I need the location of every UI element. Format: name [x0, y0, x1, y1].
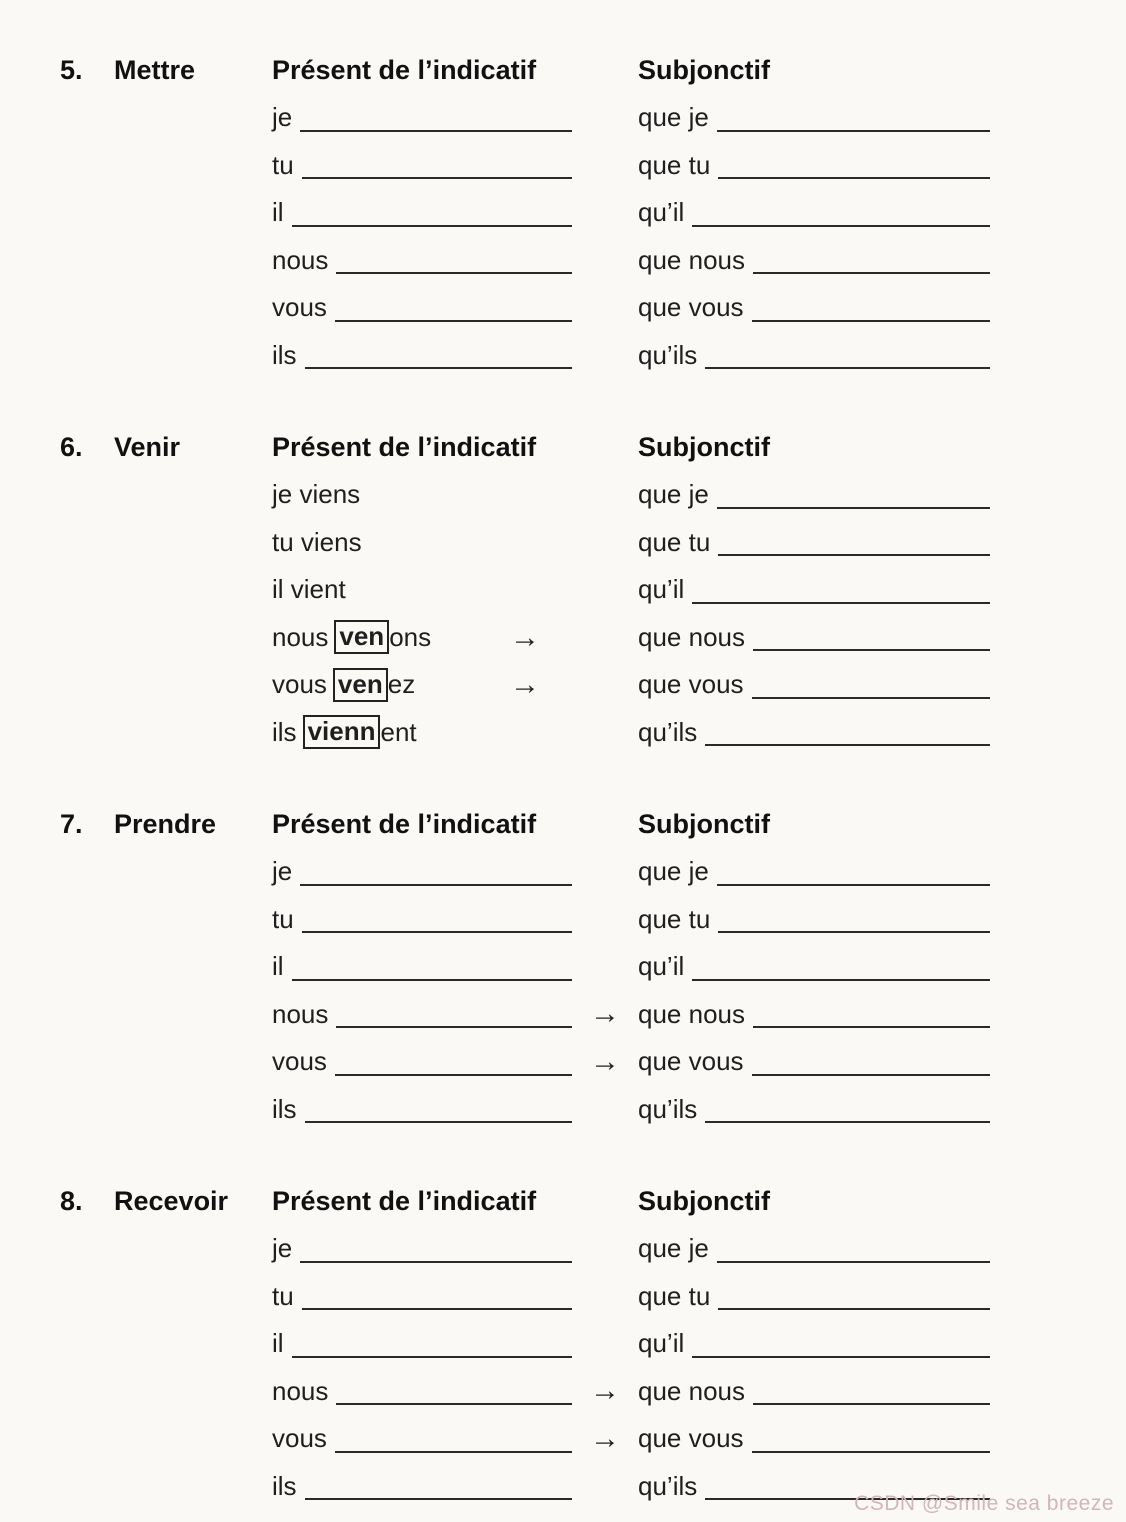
conjugation-row [272, 284, 1126, 332]
subjunctive-label: que vous [638, 669, 744, 700]
subjunctive-label: qu’ils [638, 1093, 698, 1124]
subjunctive-cell [638, 197, 990, 228]
subjunctive-label: que tu [638, 903, 711, 934]
blank-line [705, 1095, 990, 1123]
pronoun-label: ent [380, 716, 417, 747]
subjunctive-cell [638, 245, 990, 276]
section-header-row [0, 46, 1126, 94]
conjugation-row [272, 237, 1126, 285]
subjunctive-cell [638, 856, 990, 887]
section-header-row [0, 800, 1126, 848]
section-number: 7. [60, 809, 83, 839]
blank-line [752, 294, 990, 322]
subjunctive-label: qu’il [638, 197, 685, 228]
subjunctive-cell [638, 999, 990, 1030]
arrow-icon: → [510, 668, 540, 701]
subjunctive-cell [638, 717, 990, 748]
blank-line [292, 1330, 572, 1358]
conjugation-row [272, 614, 1126, 662]
indicative-cell [272, 904, 572, 935]
indicative-cell [272, 1281, 572, 1312]
blank-line [692, 1330, 990, 1358]
pronoun-label: nous [272, 1375, 329, 1406]
subjunctive-cell [638, 1376, 990, 1407]
subjunctive-label: que vous [638, 292, 744, 323]
indicative-cell [272, 1471, 572, 1502]
conjugation-row [272, 1320, 1126, 1368]
subjunctive-cell [638, 527, 990, 558]
watermark: CSDN @Smile sea breeze [854, 1492, 1114, 1515]
pronoun-label: ons [389, 621, 432, 652]
subjunctive-label: que je [638, 1233, 709, 1264]
indicative-cell [272, 1046, 572, 1077]
subjunctive-cell [638, 479, 990, 510]
subjunctive-cell [638, 1094, 990, 1125]
blank-line [752, 671, 990, 699]
subjunctive-cell [638, 150, 990, 181]
conjugation-row [272, 519, 1126, 567]
right-column-header: Subjonctif [638, 432, 770, 462]
subjunctive-cell [638, 340, 990, 371]
conjugation-row [272, 943, 1126, 991]
arrow-icon: → [510, 620, 540, 654]
conjugation-row [272, 848, 1126, 896]
indicative-cell [272, 340, 572, 371]
pronoun-label: vous [272, 669, 327, 700]
indicative-cell [272, 1376, 572, 1407]
section-number: 6. [60, 432, 83, 462]
pronoun-label: tu [272, 149, 294, 180]
blank-line [305, 1472, 572, 1500]
pronoun-label: tu viens [272, 526, 362, 557]
right-column-header: Subjonctif [638, 55, 770, 85]
pronoun-label: ils [272, 716, 297, 747]
subjunctive-cell [638, 904, 990, 935]
arrow-cell [572, 1421, 638, 1455]
right-column-header: Subjonctif [638, 1186, 770, 1216]
pronoun-label: tu [272, 903, 294, 934]
conjugation-row [272, 566, 1126, 614]
indicative-cell [272, 245, 572, 276]
blank-line [302, 151, 572, 179]
indicative-cell [272, 479, 572, 510]
blank-line [305, 1095, 572, 1123]
indicative-cell [272, 715, 572, 749]
subjunctive-cell [638, 951, 990, 982]
blank-line [300, 1235, 572, 1263]
pronoun-label: il [272, 197, 284, 228]
pronoun-label: je [272, 856, 293, 887]
section-number: 5. [60, 55, 83, 85]
indicative-cell [272, 102, 572, 133]
blank-line [717, 481, 990, 509]
subjunctive-label: qu’il [638, 574, 685, 605]
right-column-header: Subjonctif [638, 809, 770, 839]
conjugation-row [272, 94, 1126, 142]
conjugation-row [272, 661, 1126, 709]
pronoun-label: je [272, 1233, 293, 1264]
conjugation-row [272, 471, 1126, 519]
arrow-icon: → [590, 997, 620, 1031]
arrow-icon: → [590, 1421, 620, 1455]
subjunctive-label: que tu [638, 149, 711, 180]
blank-line [717, 1235, 990, 1263]
subjunctive-label: que je [638, 479, 709, 510]
indicative-cell [272, 999, 572, 1030]
arrow-cell [572, 999, 638, 1029]
boxed-stem: ven [333, 668, 388, 702]
conjugation-row [272, 1368, 1126, 1416]
conjugation-row [272, 1273, 1126, 1321]
subjunctive-label: que vous [638, 1046, 744, 1077]
subjunctive-label: qu’ils [638, 716, 698, 747]
blank-line [717, 858, 990, 886]
pronoun-label: ils [272, 339, 297, 370]
verb-name: Prendre [114, 809, 217, 839]
conjugation-row [272, 1086, 1126, 1134]
blank-line [692, 199, 990, 227]
subjunctive-label: que je [638, 856, 709, 887]
blank-line [705, 341, 990, 369]
subjunctive-label: que nous [638, 1375, 745, 1406]
subjunctive-label: que tu [638, 526, 711, 557]
conjugation-row [272, 1225, 1126, 1273]
verb-name: Recevoir [114, 1186, 229, 1216]
conjugation-row [272, 1038, 1126, 1086]
pronoun-label: vous [272, 292, 327, 323]
blank-line [752, 1425, 990, 1453]
conjugation-row [272, 332, 1126, 380]
conjugation-row [272, 189, 1126, 237]
pronoun-label: ils [272, 1093, 297, 1124]
section-number: 8. [60, 1186, 83, 1216]
subjunctive-cell [638, 292, 990, 323]
subjunctive-label: que nous [638, 244, 745, 275]
blank-line [300, 858, 572, 886]
blank-line [753, 1377, 990, 1405]
verb-name: Venir [114, 432, 181, 462]
blank-line [336, 1377, 572, 1405]
subjunctive-label: qu’ils [638, 339, 698, 370]
pronoun-label: vous [272, 1046, 327, 1077]
blank-line [336, 246, 572, 274]
blank-line [336, 1000, 572, 1028]
subjunctive-cell [638, 1046, 990, 1077]
blank-line [335, 1425, 572, 1453]
subjunctive-label: qu’ils [638, 1470, 698, 1501]
subjunctive-cell [638, 102, 990, 133]
pronoun-label: je viens [272, 479, 361, 510]
indicative-cell [272, 1233, 572, 1264]
subjunctive-cell [638, 669, 990, 700]
left-column-header: Présent de l’indicatif [272, 1186, 537, 1216]
indicative-cell [272, 197, 572, 228]
conjugation-row [272, 709, 1126, 757]
blank-line [692, 576, 990, 604]
subjunctive-cell [638, 622, 990, 653]
pronoun-label: ez [387, 669, 416, 700]
left-column-header: Présent de l’indicatif [272, 432, 537, 462]
indicative-cell [272, 1094, 572, 1125]
blank-line [302, 905, 572, 933]
pronoun-label: nous [272, 244, 329, 275]
subjunctive-label: que je [638, 102, 709, 133]
subjunctive-label: que nous [638, 998, 745, 1029]
section-header-row [0, 423, 1126, 471]
blank-line [752, 1048, 990, 1076]
blank-line [335, 1048, 572, 1076]
conjugation-row [272, 991, 1126, 1039]
blank-line [705, 718, 990, 746]
subjunctive-cell [638, 1328, 990, 1359]
blank-line [753, 1000, 990, 1028]
subjunctive-label: que vous [638, 1423, 744, 1454]
blank-line [753, 623, 990, 651]
subjunctive-cell [638, 574, 990, 605]
pronoun-label: nous [272, 998, 329, 1029]
subjunctive-label: que tu [638, 1280, 711, 1311]
subjunctive-cell [638, 1281, 990, 1312]
blank-line [718, 151, 990, 179]
subjunctive-label: qu’il [638, 1328, 685, 1359]
blank-line [717, 104, 990, 132]
pronoun-label: tu [272, 1280, 294, 1311]
conjugation-row [272, 142, 1126, 190]
verb-section [0, 46, 1126, 379]
blank-line [718, 1282, 990, 1310]
verb-name: Mettre [114, 55, 196, 85]
left-column-header: Présent de l’indicatif [272, 809, 537, 839]
blank-line [692, 953, 990, 981]
subjunctive-cell [638, 1423, 990, 1454]
pronoun-label: nous [272, 621, 329, 652]
verb-section [0, 1177, 1126, 1510]
pronoun-label: je [272, 102, 293, 133]
blank-line [302, 1282, 572, 1310]
verb-section [0, 423, 1126, 756]
indicative-cell [272, 527, 572, 558]
arrow-icon: → [590, 1374, 620, 1408]
blank-line [300, 104, 572, 132]
blank-line [292, 199, 572, 227]
verb-section [0, 800, 1126, 1133]
indicative-cell [272, 292, 572, 323]
conjugation-row [272, 1415, 1126, 1463]
blank-line [718, 528, 990, 556]
arrow-cell [572, 1044, 638, 1078]
indicative-cell [272, 574, 572, 605]
boxed-stem: vienn [303, 715, 381, 749]
blank-line [718, 905, 990, 933]
indicative-cell [272, 951, 572, 982]
arrow-icon: → [590, 1044, 620, 1078]
blank-line [292, 953, 572, 981]
indicative-cell [272, 150, 572, 181]
section-header-row [0, 1177, 1126, 1225]
indicative-cell [272, 1328, 572, 1359]
arrow-cell [572, 1376, 638, 1406]
left-column-header: Présent de l’indicatif [272, 55, 537, 85]
subjunctive-label: que nous [638, 621, 745, 652]
indicative-cell [272, 856, 572, 887]
blank-line [753, 246, 990, 274]
blank-line [335, 294, 572, 322]
boxed-stem: ven [334, 620, 389, 654]
pronoun-label: il [272, 1328, 284, 1359]
subjunctive-cell [638, 1233, 990, 1264]
pronoun-label: vous [272, 1423, 327, 1454]
pronoun-label: il vient [272, 574, 346, 605]
subjunctive-label: qu’il [638, 951, 685, 982]
pronoun-label: ils [272, 1470, 297, 1501]
conjugation-row [272, 896, 1126, 944]
blank-line [305, 341, 572, 369]
pronoun-label: il [272, 951, 284, 982]
indicative-cell [272, 1423, 572, 1454]
